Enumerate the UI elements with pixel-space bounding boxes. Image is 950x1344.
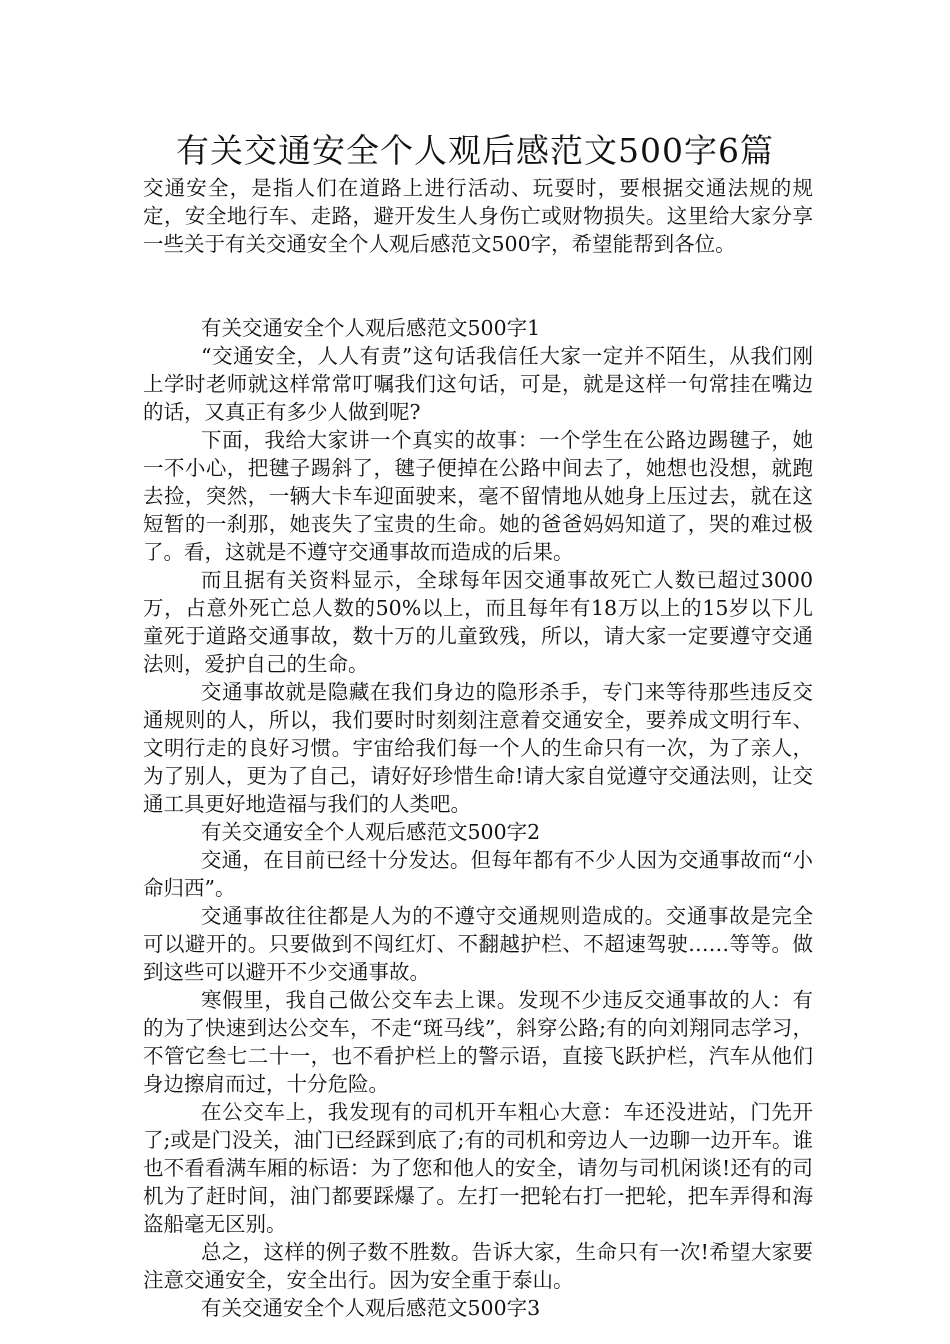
paragraph: “交通安全，人人有责”这句话我信任大家一定并不陌生，从我们刚上学时老师就这样常常叮嘱我们这句话，可是，就是这样一句常挂在嘴边的话，又真正有多少人做到呢?: [143, 344, 813, 424]
paragraph: 下面，我给大家讲一个真实的故事：一个学生在公路边踢毽子，她一不小心，把毽子踢斜了，毽子便掉在公路中间去了，她想也没想，就跑去捡，突然，一辆大卡车迎面驶来，毫不留情地从她身上压过去，就在这短暂的一刹那，她丧失了宝贵的生命。她的爸爸妈妈知道了，哭的难过极了。看，这就是不遵守交通事故而造成的后果。: [143, 428, 813, 564]
paragraph: 交通，在目前已经十分发达。但每年都有不少人因为交通事故而“小命归西”。: [143, 848, 813, 900]
section-heading: 有关交通安全个人观后感范文500字3: [201, 1296, 541, 1320]
section-heading: 有关交通安全个人观后感范文500字1: [201, 316, 541, 340]
paragraph: 而且据有关资料显示，全球每年因交通事故死亡人数已超过3000万，占意外死亡总人数的50%以上，而且每年有18万以上的15岁以下儿童死于道路交通事故，数十万的儿童致残，所以，请大家一定要遵守交通法则，爱护自己的生命。: [143, 568, 813, 676]
paragraph: 总之，这样的例子数不胜数。告诉大家，生命只有一次!希望大家要注意交通安全，安全出行。因为安全重于泰山。: [143, 1240, 813, 1292]
paragraph: 寒假里，我自己做公交车去上课。发现不少违反交通事故的人：有的为了快速到达公交车，不走“斑马线”，斜穿公路;有的向刘翔同志学习，不管它叁七二十一，也不看护栏上的警示语，直接飞跃护栏，汽车从他们身边擦肩而过，十分危险。: [143, 988, 813, 1096]
section-heading: 有关交通安全个人观后感范文500字2: [201, 820, 541, 844]
document-body: [143, 174, 813, 1322]
spacer: [143, 258, 813, 314]
intro-paragraph: 交通安全，是指人们在道路上进行活动、玩耍时，要根据交通法规的规定，安全地行车、走路，避开发生人身伤亡或财物损失。这里给大家分享一些关于有关交通安全个人观后感范文500字，希望能帮到各位。: [143, 176, 813, 256]
paragraph: 在公交车上，我发现有的司机开车粗心大意：车还没进站，门先开了;或是门没关，油门已经踩到底了;有的司机和旁边人一边聊一边开车。谁也不看看满车厢的标语：为了您和他人的安全，请勿与司机闲谈!还有的司机为了赶时间，油门都要踩爆了。左打一把轮右打一把轮，把车弄得和海盗船毫无区别。: [143, 1100, 813, 1236]
document-title: 有关交通安全个人观后感范文500字6篇: [176, 131, 774, 170]
paragraph: 交通事故往往都是人为的不遵守交通规则造成的。交通事故是完全可以避开的。只要做到不闯红灯、不翻越护栏、不超速驾驶……等等。做到这些可以避开不少交通事故。: [143, 904, 813, 984]
paragraph: 交通事故就是隐藏在我们身边的隐形杀手，专门来等待那些违反交通规则的人，所以，我们要时时刻刻注意着交通安全，要养成文明行车、文明行走的良好习惯。宇宙给我们每一个人的生命只有一次，为了亲人，为了别人，更为了自己，请好好珍惜生命!请大家自觉遵守交通法则，让交通工具更好地造福与我们的人类吧。: [143, 680, 813, 816]
